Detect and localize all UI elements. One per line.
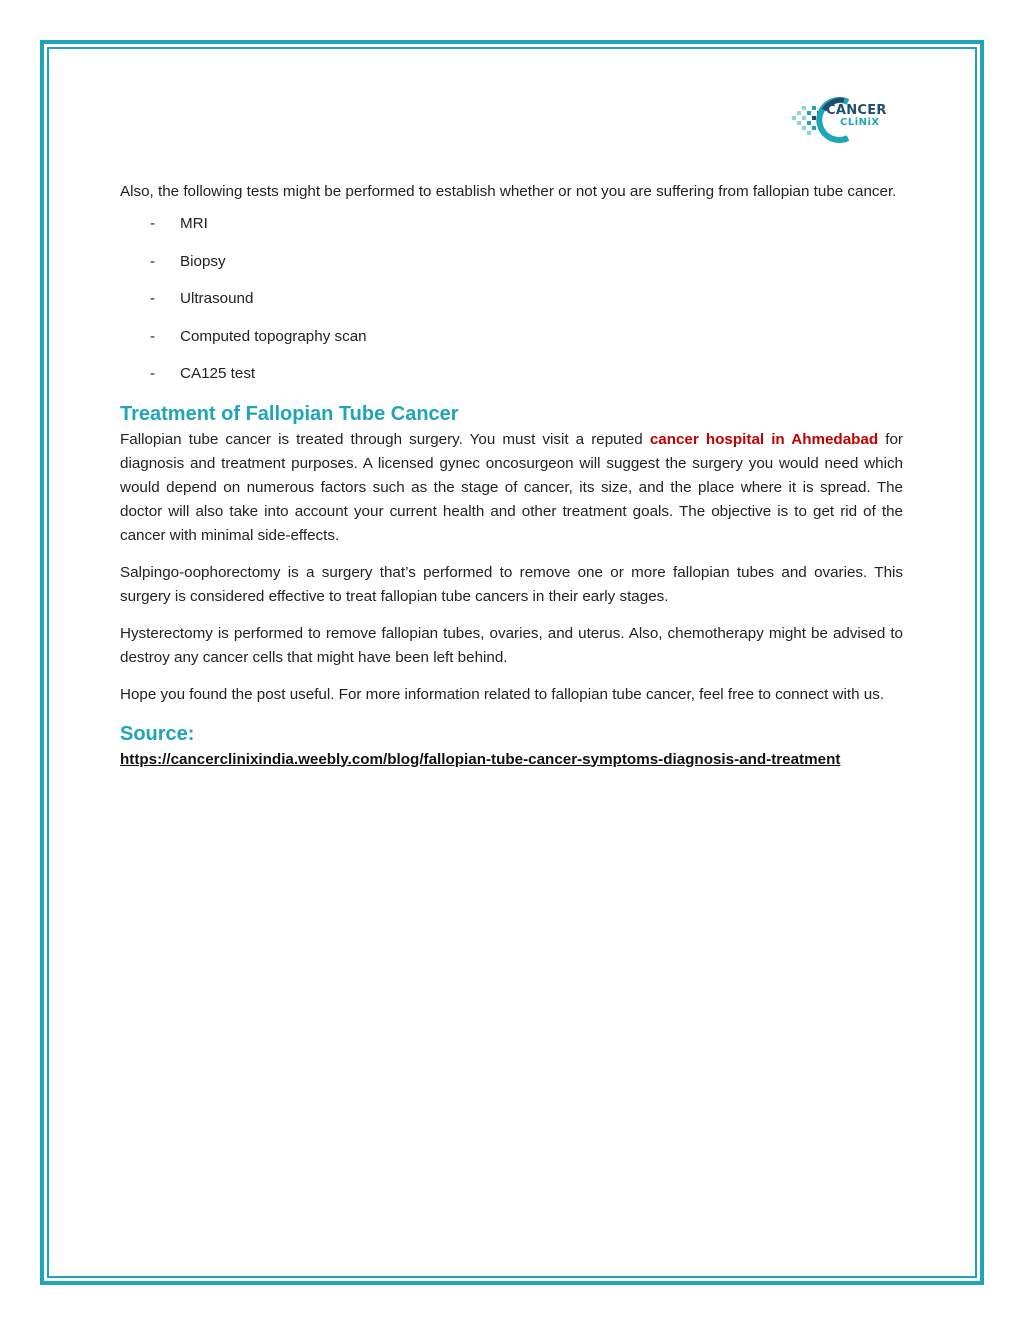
list-dash: - [150, 215, 156, 232]
list-item-label: Computed topography scan [180, 327, 367, 345]
tests-list [120, 212, 903, 400]
logo-word-cancer: CANCER [826, 103, 887, 118]
logo-word-clinix: CLiNiX [840, 117, 880, 128]
treatment-paragraph-1 [120, 428, 903, 548]
treatment-paragraph-2: Salpingo-oophorectomy is a surgery that’s performed to remove one or more fallopian tubes and ovaries. This surgery is considered effective to treat fallopian tube cancers in their early stages. [120, 563, 903, 605]
list-dash: - [150, 252, 156, 270]
list-dash: - [150, 365, 156, 382]
list-item-label: CA125 test [180, 365, 256, 382]
list-item [120, 250, 903, 288]
list-dash: - [150, 327, 156, 345]
list-item-label: Ultrasound [180, 290, 254, 307]
treatment-p1-text-after: for diagnosis and treatment purposes. A licensed gynec oncosurgeon will suggest the surgery you would need which would depend on numerous factors such as the stage of cancer, its size, and the place where it is spread. The doctor will also take into account your current health and other treatment goals. The objective is to get rid of the cancer with minimal side-effects. [120, 430, 903, 544]
source-link[interactable]: https://cancerclinixindia.weebly.com/blog/fallopian-tube-cancer-symptoms-diagnosis-and-treatment [120, 750, 841, 768]
logo-text [826, 104, 887, 128]
list-item-label: Biopsy [180, 252, 226, 270]
document-body [120, 180, 903, 772]
list-item [120, 287, 903, 325]
list-item-label: MRI [180, 215, 208, 232]
list-item [120, 325, 903, 363]
treatment-paragraph-3: Hysterectomy is performed to remove fallopian tubes, ovaries, and uterus. Also, chemotherapy might be advised to destroy any cancer cells that might have been left behind. [120, 624, 903, 666]
treatment-p1-text-before: Fallopian tube cancer is treated through surgery. You must visit a reputed [120, 430, 650, 448]
list-dash: - [150, 290, 156, 307]
list-item [120, 362, 903, 400]
treatment-paragraph-4: Hope you found the post useful. For more information related to fallopian tube cancer, feel free to connect with us. [120, 685, 885, 703]
intro-paragraph: Also, the following tests might be performed to establish whether or not you are suffering from fallopian tube cancer. [120, 183, 897, 200]
list-item [120, 212, 903, 250]
source-heading: Source: [120, 722, 195, 745]
treatment-heading: Treatment of Fallopian Tube Cancer [120, 402, 459, 425]
cancer-hospital-link[interactable]: cancer hospital in Ahmedabad [649, 430, 879, 448]
